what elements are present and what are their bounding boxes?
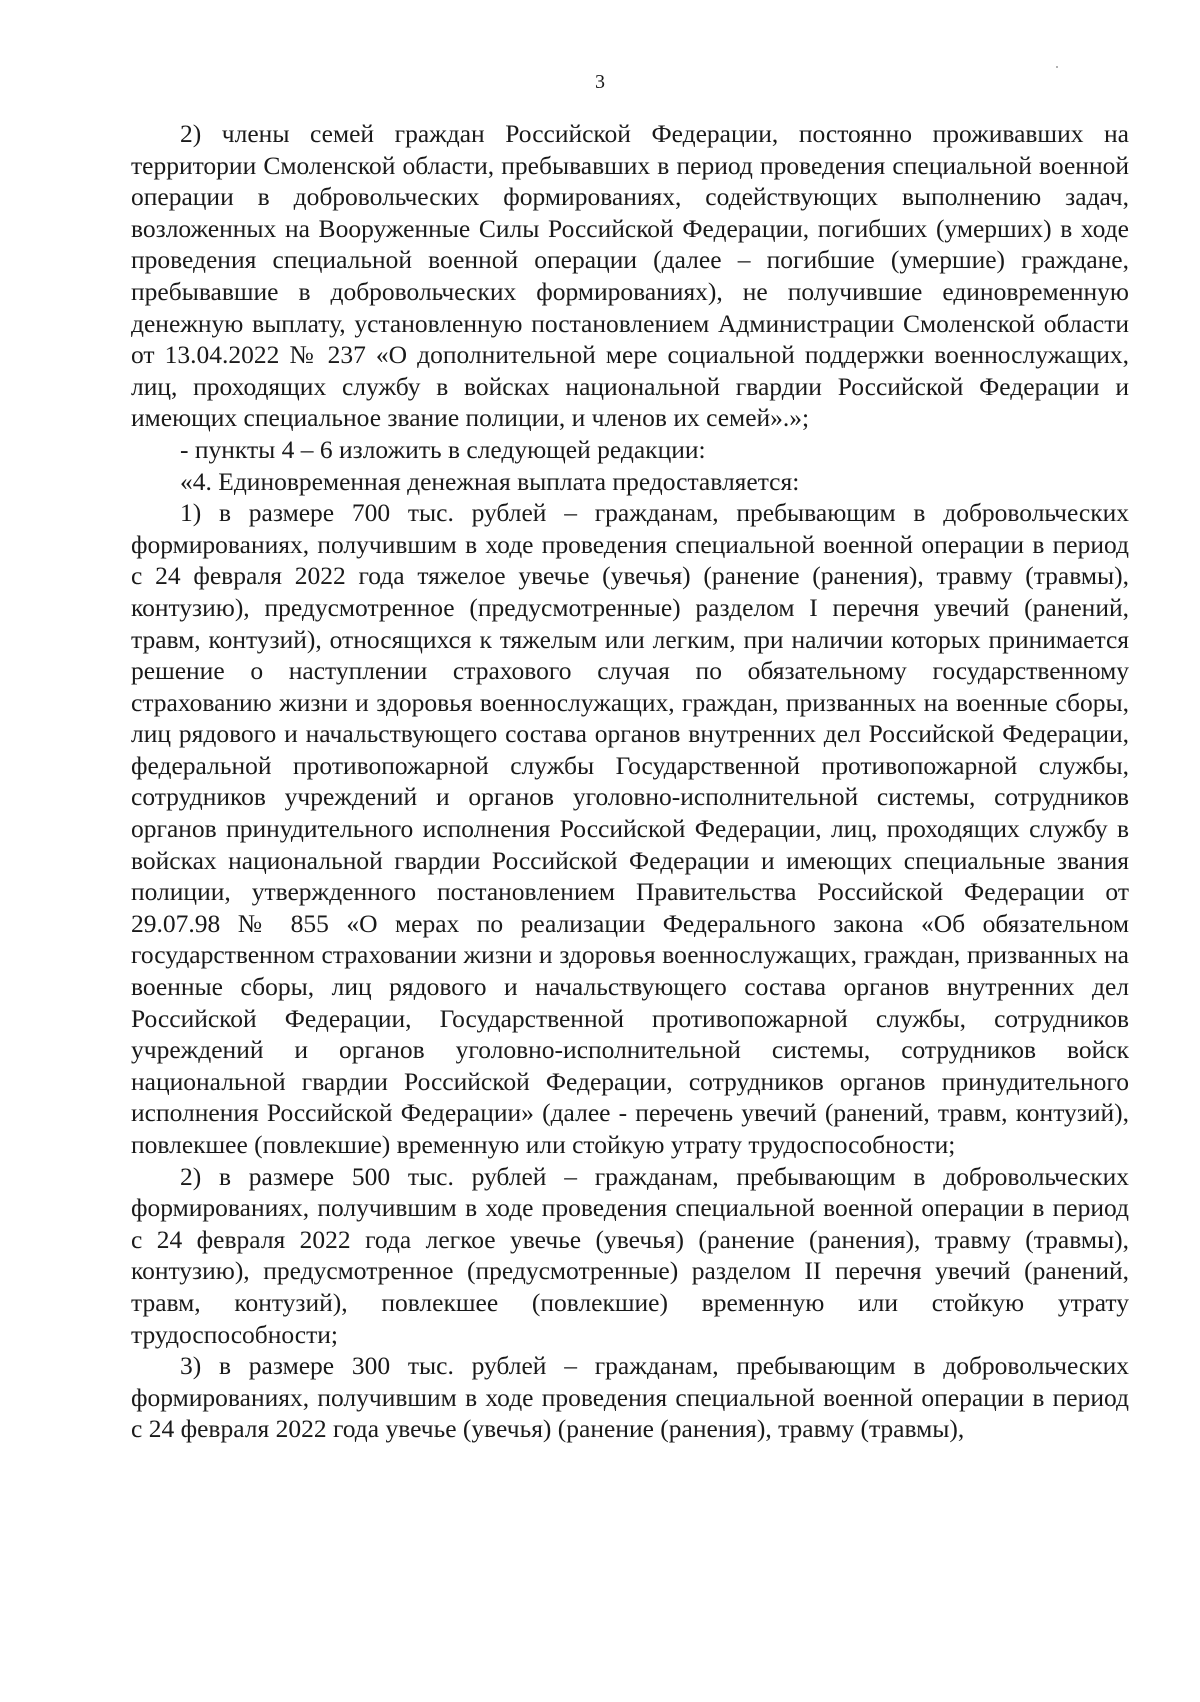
scan-speck <box>1056 66 1058 68</box>
paragraph-subitem-2-500k: 2) в размере 500 тыс. рублей – гражданам, пребывающим в добровольческих формированиях, получившим в ходе проведения специальной военной операции в период с 24 февраля 2022 года легкое увечье (увечья) (ранение (ранения), травму (травмы), контузию), предусмотренное (предусмотренные) разделом II перечня увечий (ранений, травм, контузий), повлекшее (повлекшие) временную или стойкую утрату трудоспособности; <box>131 1161 1129 1349</box>
paragraph-item-2-family-members: 2) члены семей граждан Российской Федерации, постоянно проживавших на территории Смоленской области, пребывавших в период проведения специальной военной операции в добровольческих формированиях, содействующих выполнению задач, возложенных на Вооруженные Силы Российской Федерации, погибших (умерших) в ходе проведения специальной военной операции (далее – погибшие (умершие) граждане, пребывавшие в добровольческих формированиях), не получившие единовременную денежную выплату, установленную постановлением Администрации Смоленской области от 13.04.2022 № 237 «О дополнительной мере социальной поддержки военнослужащих, лиц, проходящих службу в войсках национальной гвардии Российской Федерации и имеющих специальное звание полиции, и членов их семей».»; <box>131 119 1129 433</box>
paragraph-point-4-intro: «4. Единовременная денежная выплата предоставляется: <box>180 466 800 496</box>
paragraph-subitem-3-300k: 3) в размере 300 тыс. рублей – гражданам, пребывающим в добровольческих формированиях, получившим в ходе проведения специальной военной операции в период с 24 февраля 2022 года увечье (увечья) (ранение (ранения), травму (травмы), <box>131 1351 1129 1444</box>
page-number: 3 <box>595 71 605 93</box>
document-body <box>131 118 1129 1445</box>
paragraph-amendment-points-4-6: - пункты 4 – 6 изложить в следующей редакции: <box>180 434 706 464</box>
paragraph-subitem-1-700k: 1) в размере 700 тыс. рублей – гражданам, пребывающим в добровольческих формированиях, получившим в ходе проведения специальной военной операции в период с 24 февраля 2022 года тяжелое увечье (увечья) (ранение (ранения), травму (травмы), контузию), предусмотренное (предусмотренные) разделом I перечня увечий (ранений, травм, контузий), относящихся к тяжелым или легким, при наличии которых принимается решение о наступлении страхового случая по обязательному государственному страхованию жизни и здоровья военнослужащих, граждан, призванных на военные сборы, лиц рядового и начальствующего состава органов внутренних дел Российской Федерации, федеральной противопожарной службы Государственной противопожарной службы, сотрудников учреждений и органов уголовно-исполнительной системы, сотрудников органов принудительного исполнения Российской Федерации, лиц, проходящих службу в войсках национальной гвардии Российской Федерации и имеющих специальные звания полиции, утвержденного постановлением Правительства Российской Федерации от 29.07.98 № 855 «О мерах по реализации Федерального закона «Об обязательном государственном страховании жизни и здоровья военнослужащих, граждан, призванных на военные сборы, лиц рядового и начальствующего состава органов внутренних дел Российской Федерации, Государственной противопожарной службы, сотрудников учреждений и органов уголовно-исполнительной системы, сотрудников войск национальной гвардии Российской Федерации, сотрудников органов принудительного исполнения Российской Федерации» (далее - перечень увечий (ранений, травм, контузий), повлекшее (повлекшие) временную или стойкую утрату трудоспособности; <box>131 498 1129 1159</box>
